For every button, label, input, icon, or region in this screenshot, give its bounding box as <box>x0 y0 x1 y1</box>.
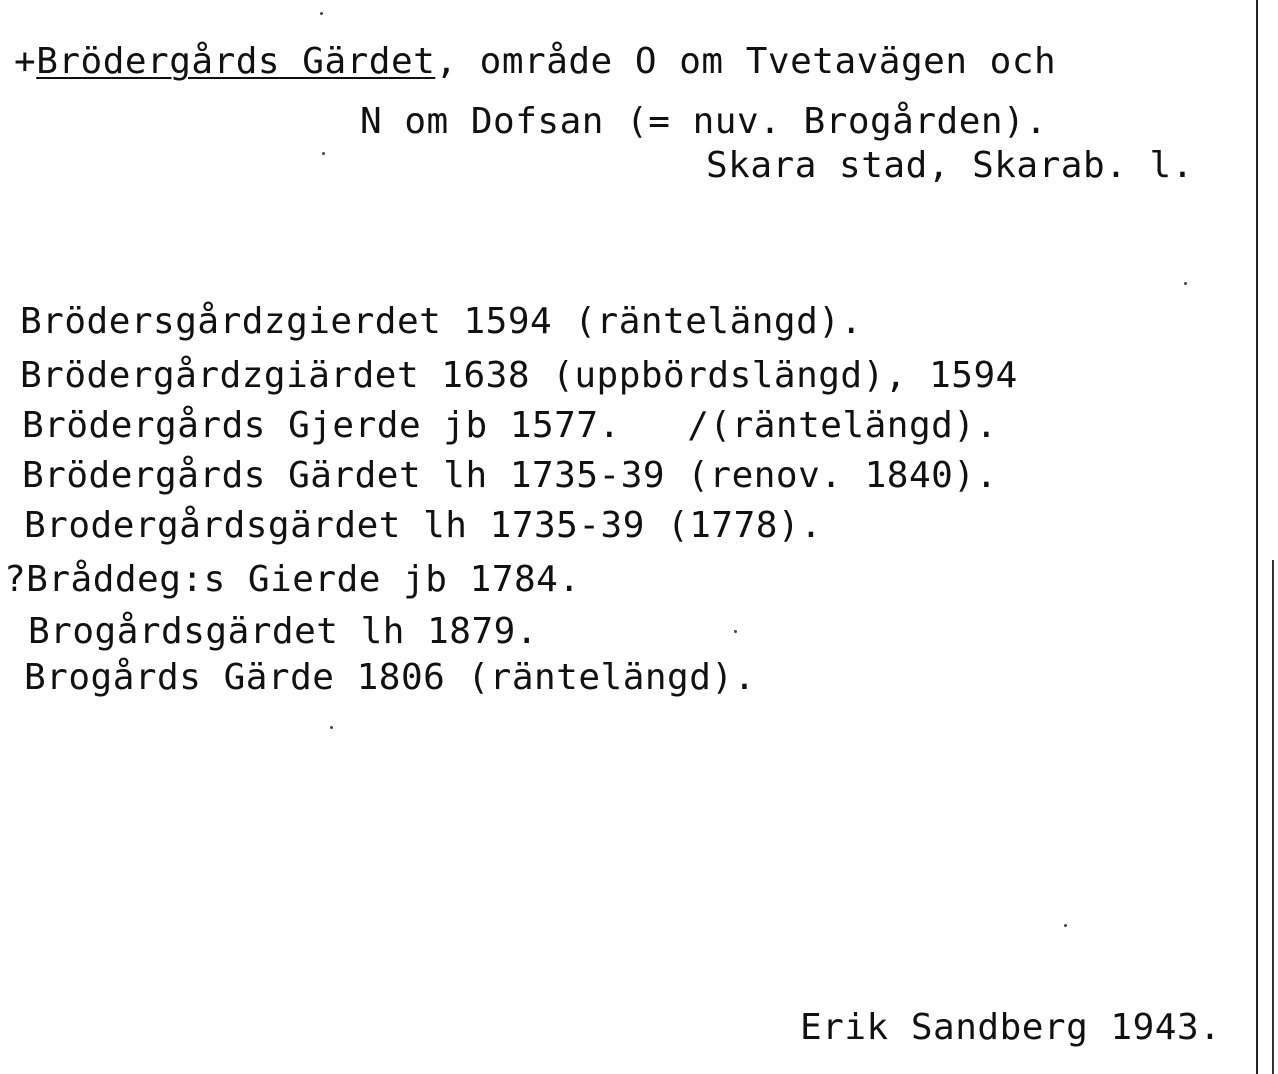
historical-form-7: Brogårdsgärdet lh 1879. <box>28 611 538 652</box>
paper-speck <box>322 152 325 155</box>
header-location: Skara stad, Skarab. l. <box>706 145 1194 186</box>
historical-form-8: Brogårds Gärde 1806 (räntelängd). <box>24 657 756 698</box>
paper-speck <box>1184 282 1187 285</box>
header-line-2: N om Dofsan (= nuv. Brogården). <box>360 101 1048 142</box>
historical-form-5: Brodergårdsgärdet lh 1735-39 (1778). <box>24 505 823 546</box>
historical-form-2: Brödergårdzgiärdet 1638 (uppbördslängd), 1594 <box>20 355 1018 396</box>
place-name: Brödergårds Gärdet <box>36 41 436 82</box>
header-line-1 <box>14 42 1056 82</box>
header-description: , område O om Tvetavägen och <box>435 41 1057 82</box>
card-edge-line <box>1256 0 1258 1074</box>
header-marker: + <box>14 41 37 82</box>
paper-speck <box>734 630 737 633</box>
historical-form-1: Brödersgårdzgierdet 1594 (räntelängd). <box>20 301 863 342</box>
paper-speck <box>330 726 333 729</box>
paper-speck <box>320 12 323 15</box>
historical-form-3: Brödergårds Gjerde jb 1577. /(räntelängd). <box>22 405 998 446</box>
card-edge-line-secondary <box>1272 560 1274 1074</box>
historical-form-4: Brödergårds Gärdet lh 1735-39 (renov. 1840). <box>22 455 998 496</box>
signature-line: Erik Sandberg 1943. <box>800 1007 1222 1048</box>
paper-speck <box>1064 924 1067 927</box>
historical-form-6: ?Bråddeg:s Gierde jb 1784. <box>4 559 581 600</box>
